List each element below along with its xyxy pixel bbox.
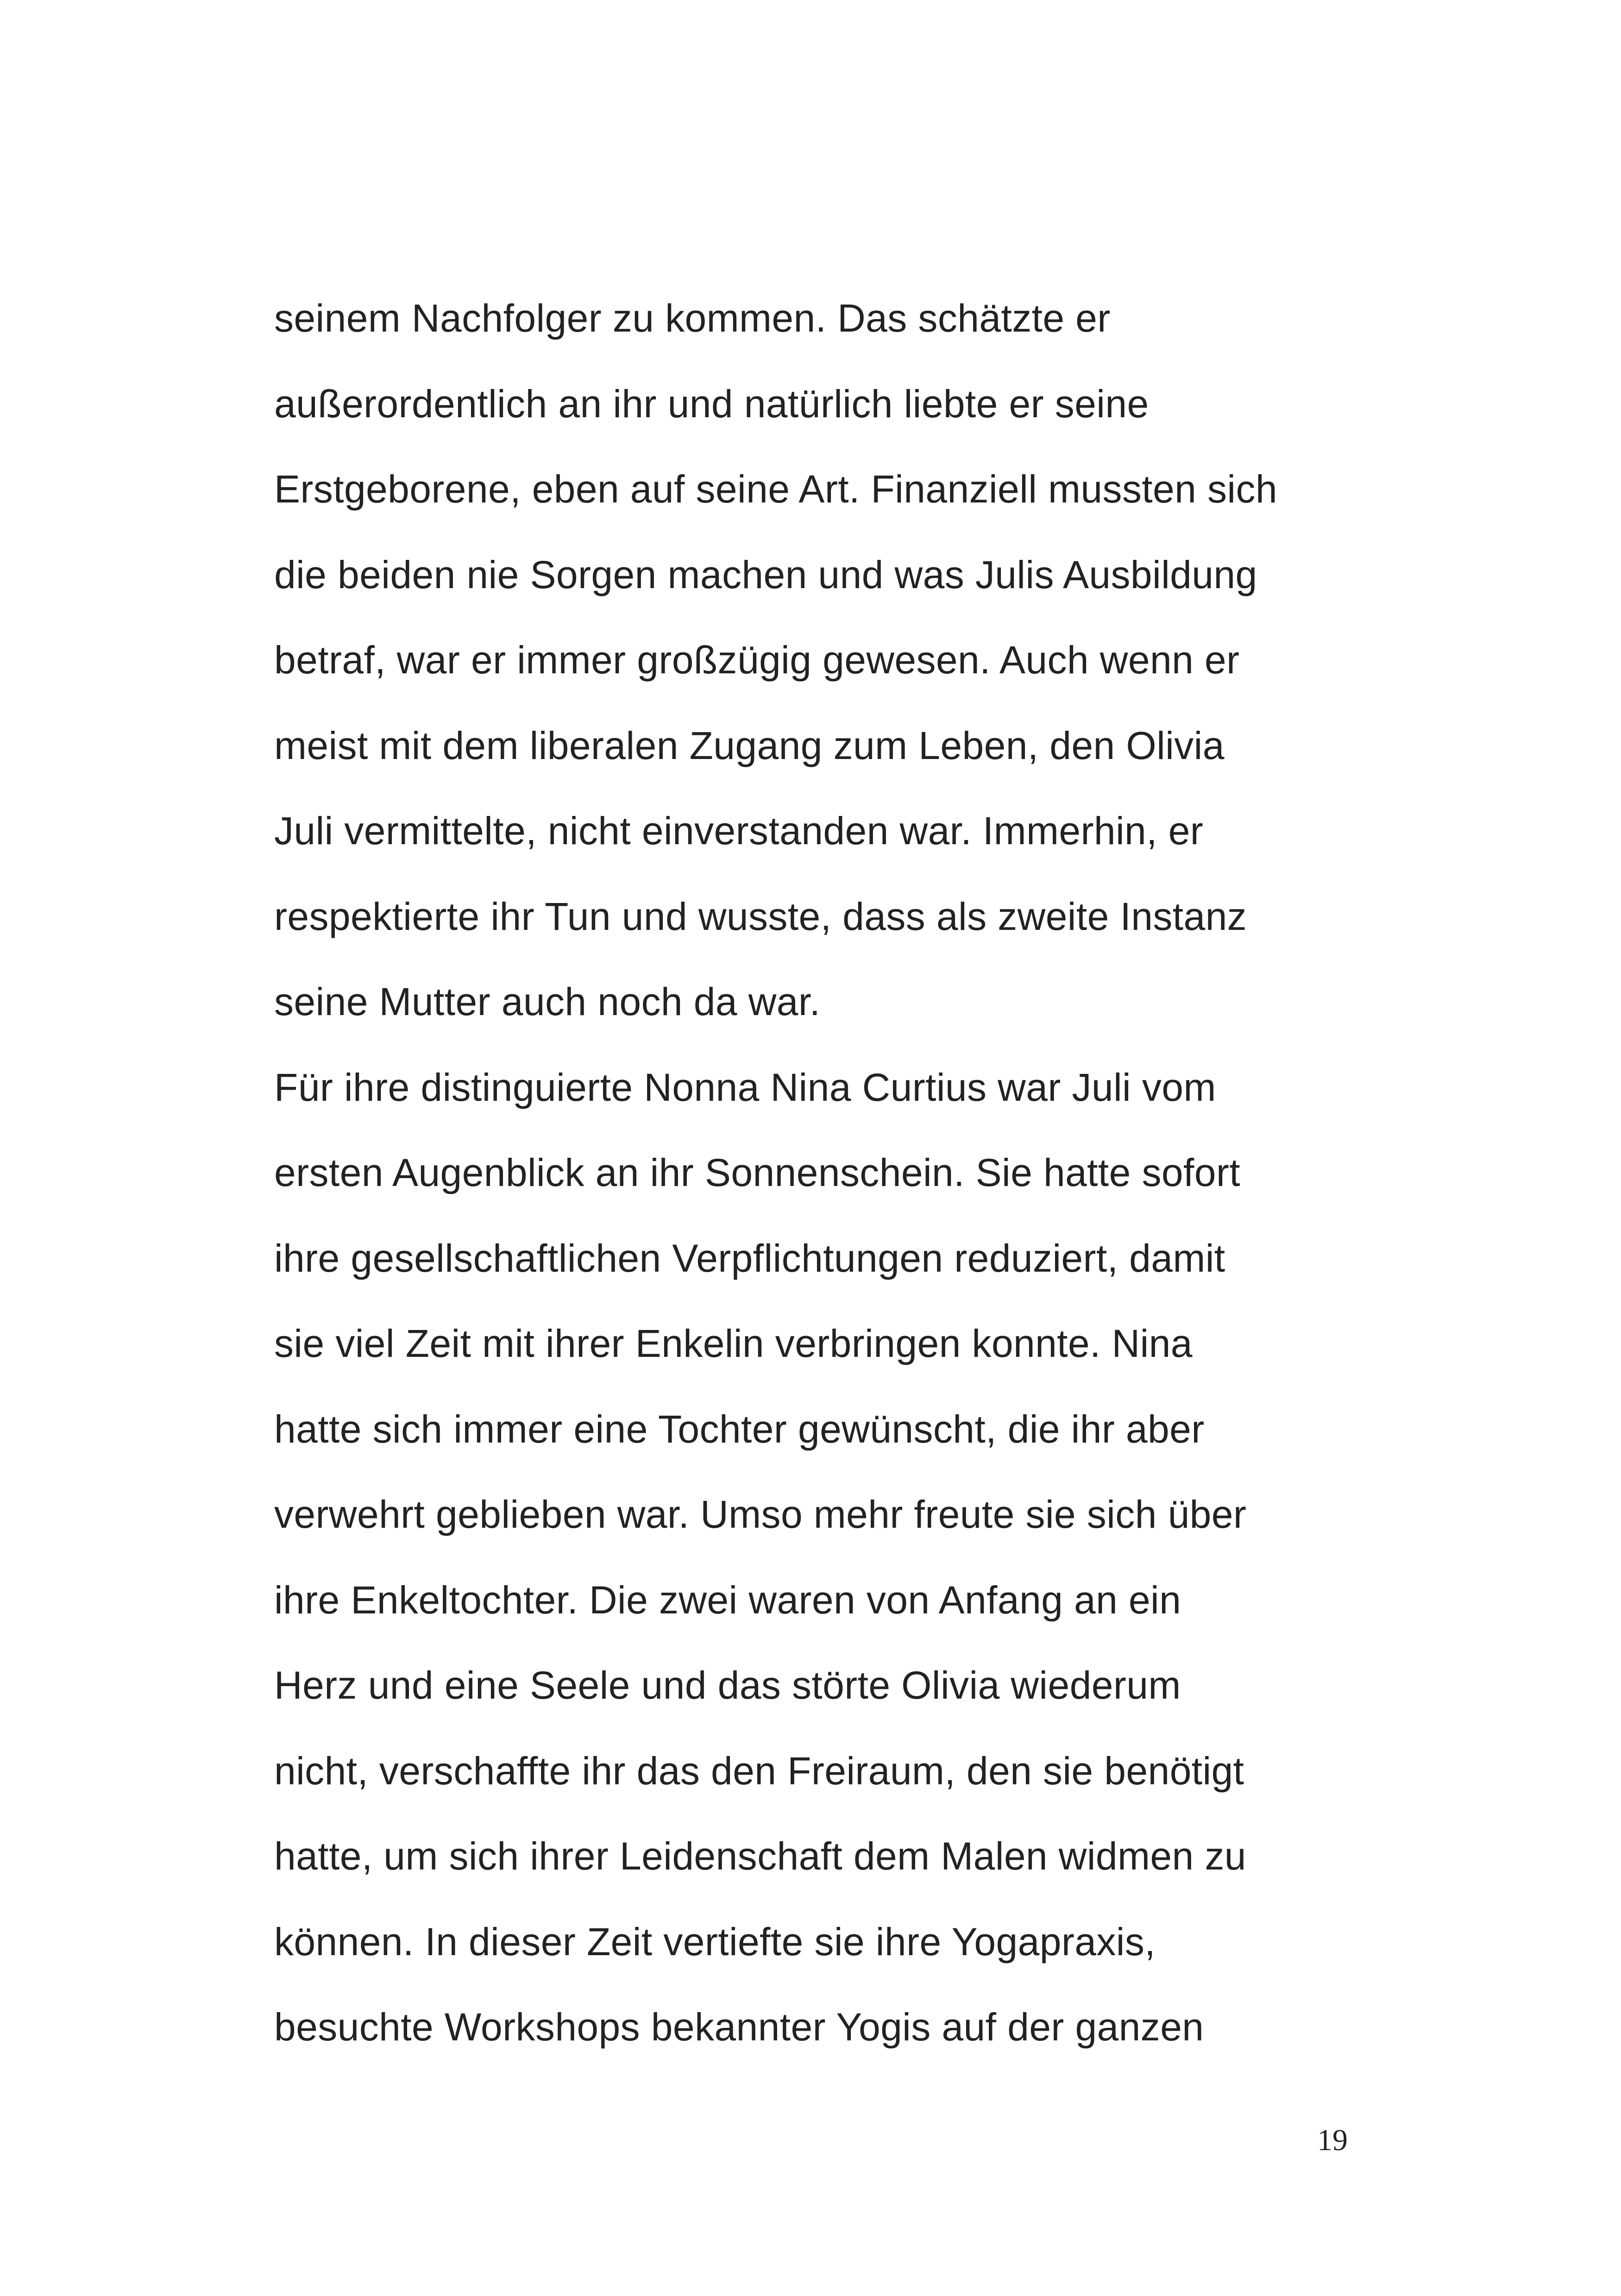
- text-line: verwehrt geblieben war. Umso mehr freute sie sich über: [274, 1493, 1247, 1536]
- text-line: Erstgeborene, eben auf seine Art. Finanziell mussten sich: [274, 467, 1277, 511]
- text-line: ihre Enkeltochter. Die zwei waren von Anfang an ein: [274, 1578, 1181, 1622]
- text-line: Für ihre distinguierte Nonna Nina Curtius war Juli vom: [274, 1065, 1216, 1109]
- text-line: sie viel Zeit mit ihrer Enkelin verbringen konnte. Nina: [274, 1322, 1193, 1365]
- text-line: können. In dieser Zeit vertiefte sie ihre Yogapraxis,: [274, 1920, 1156, 1964]
- text-line: Juli vermittelte, nicht einverstanden war. Immerhin, er: [274, 809, 1204, 853]
- body-text: [274, 276, 1376, 2070]
- text-line: besuchte Workshops bekannter Yogis auf der ganzen: [274, 2005, 1204, 2049]
- text-line: respektierte ihr Tun und wusste, dass als zweite Instanz: [274, 894, 1247, 938]
- text-line: nicht, verschaffte ihr das den Freiraum, den sie benötigt: [274, 1749, 1244, 1793]
- page-number: 19: [1317, 2123, 1348, 2157]
- text-line: betraf, war er immer großzügig gewesen. Auch wenn er: [274, 638, 1240, 682]
- text-line: die beiden nie Sorgen machen und was Julis Ausbildung: [274, 552, 1257, 596]
- text-line: ihre gesellschaftlichen Verpflichtungen reduziert, damit: [274, 1236, 1225, 1280]
- text-line: ersten Augenblick an ihr Sonnenschein. Sie hatte sofort: [274, 1151, 1240, 1194]
- text-line: seine Mutter auch noch da war.: [274, 980, 821, 1023]
- text-line: Herz und eine Seele und das störte Olivia wiederum: [274, 1663, 1181, 1707]
- text-line: meist mit dem liberalen Zugang zum Leben, den Olivia: [274, 723, 1225, 767]
- text-line: hatte sich immer eine Tochter gewünscht, die ihr aber: [274, 1407, 1205, 1451]
- text-line: seinem Nachfolger zu kommen. Das schätzte er: [274, 296, 1111, 340]
- text-line: außerordentlich an ihr und natürlich liebte er seine: [274, 382, 1149, 426]
- text-line: hatte, um sich ihrer Leidenschaft dem Malen widmen zu: [274, 1834, 1246, 1878]
